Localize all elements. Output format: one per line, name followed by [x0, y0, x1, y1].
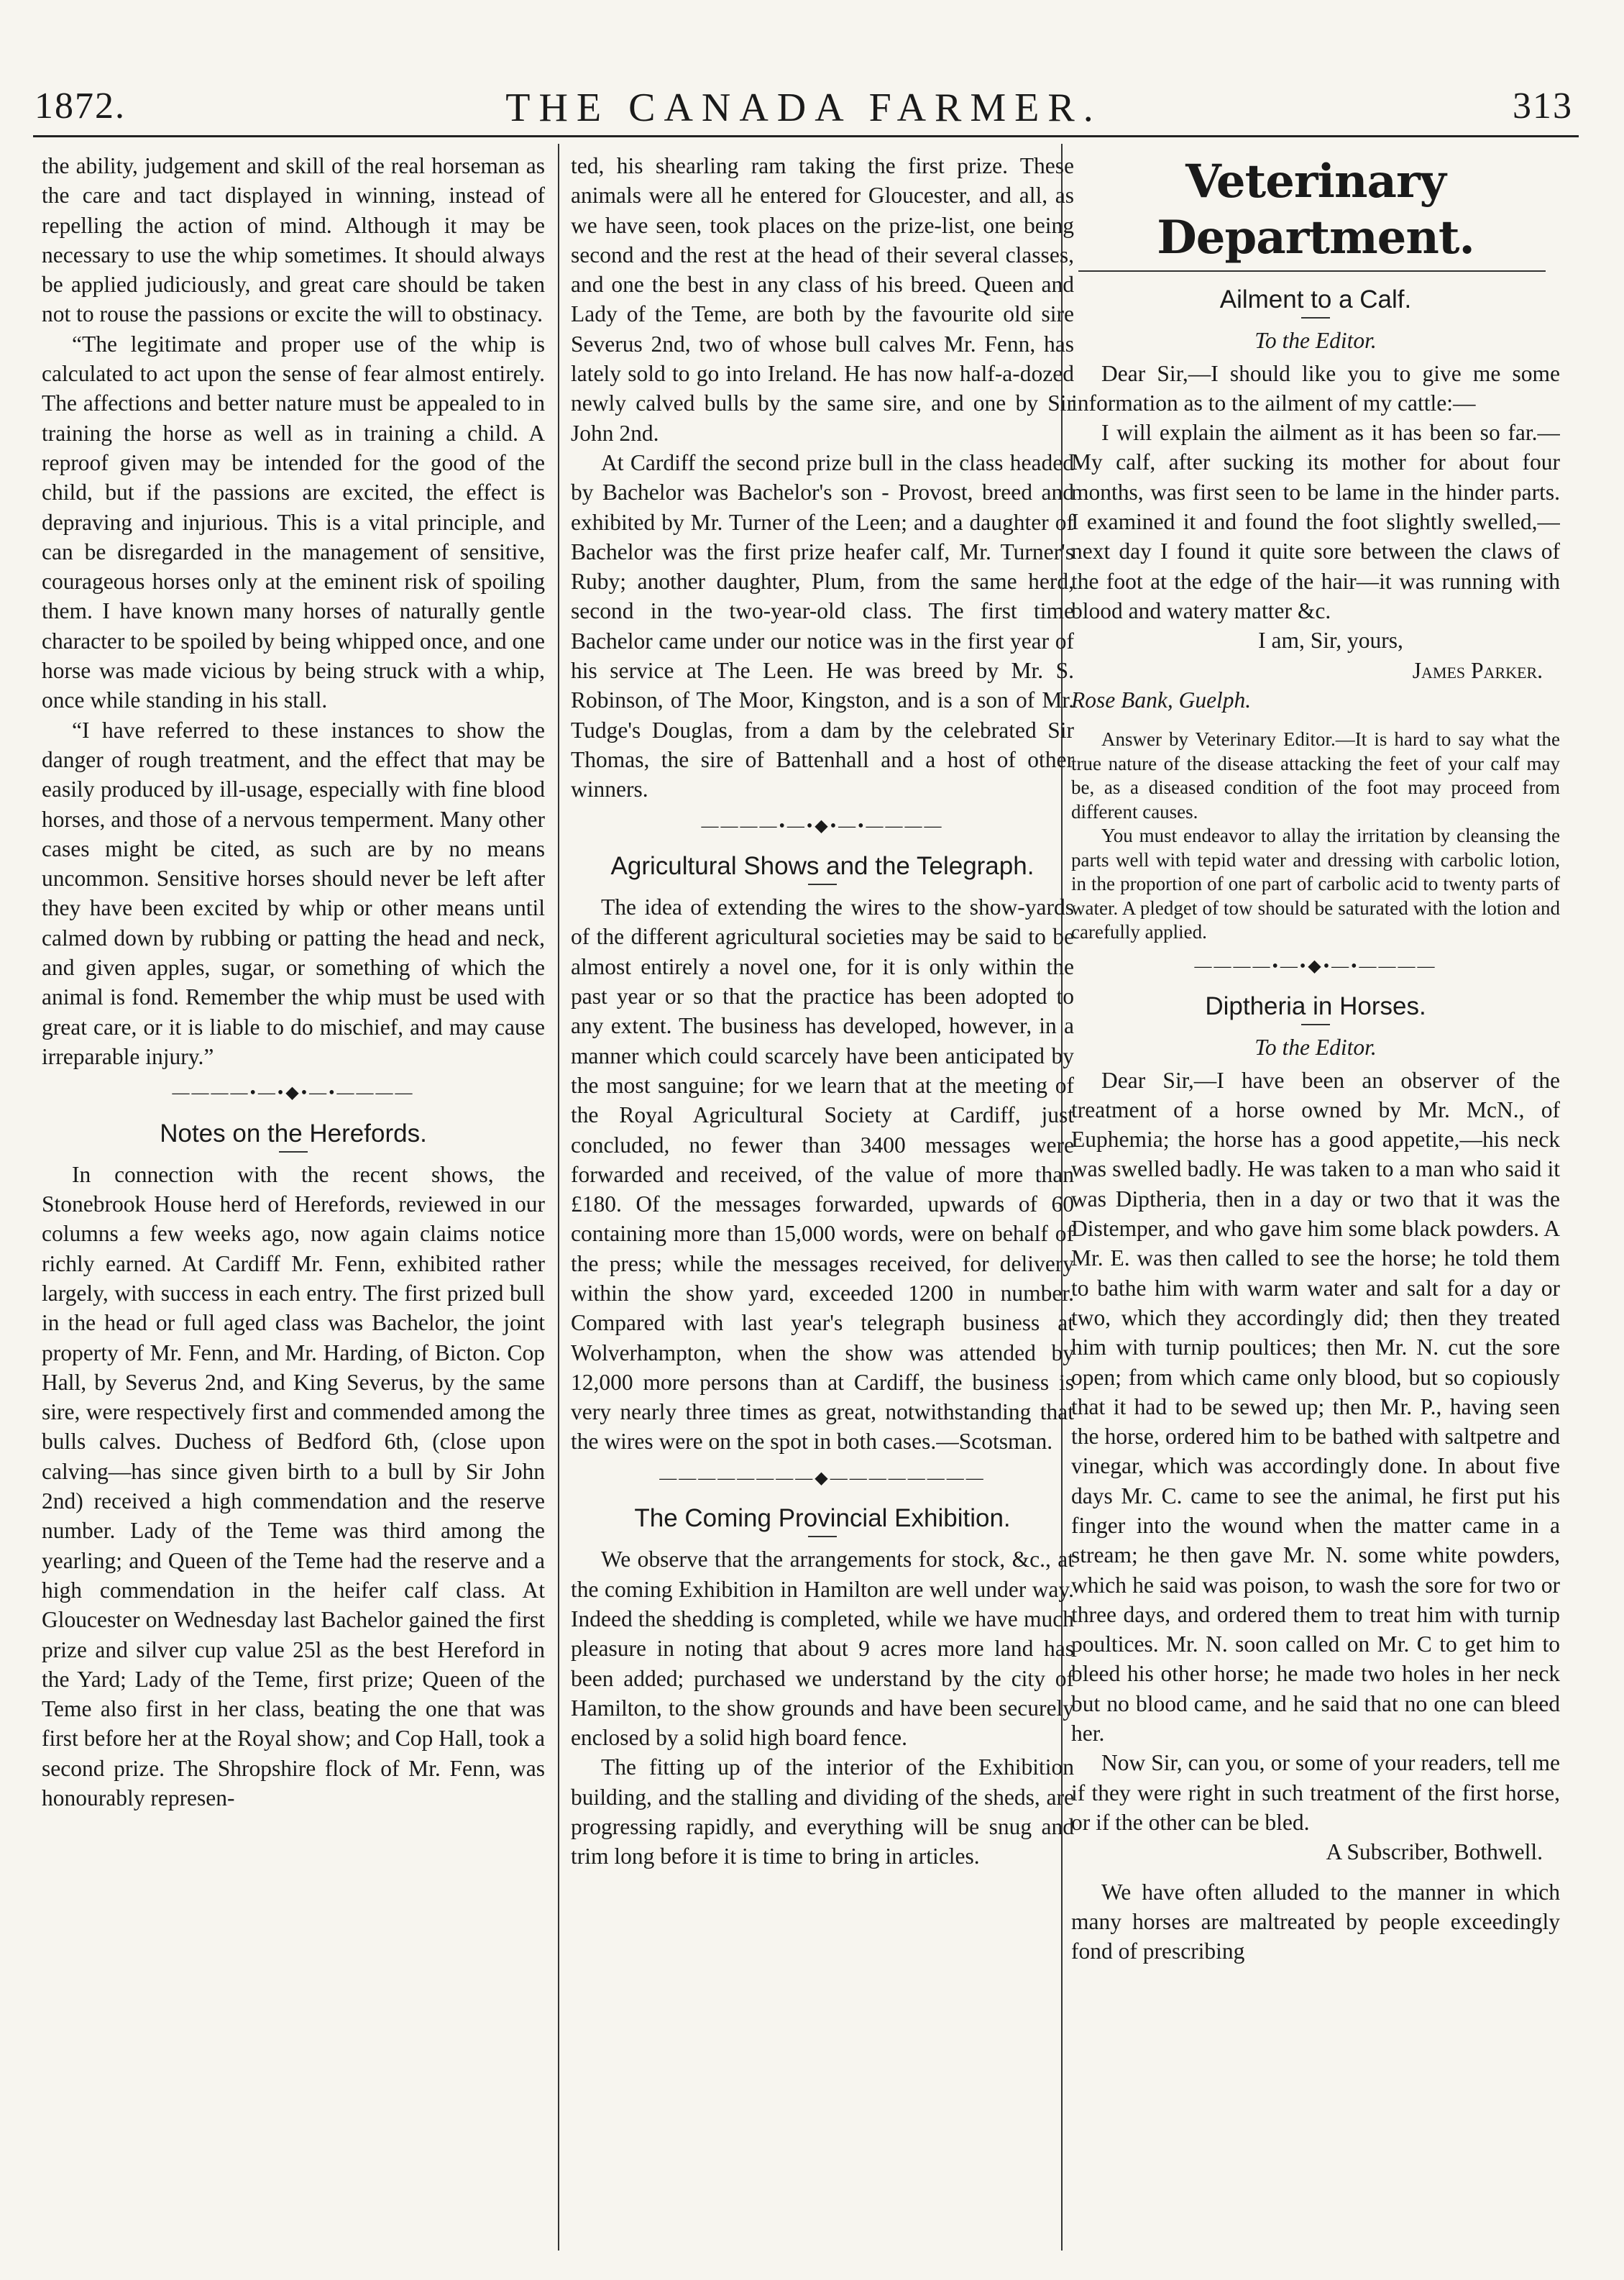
title-dash — [1301, 1024, 1330, 1025]
title-dash — [808, 884, 837, 885]
letter-closing: I am, Sir, yours, — [1258, 628, 1403, 654]
title-dash — [1301, 317, 1330, 319]
newspaper-title: THE CANADA FARMER. — [505, 86, 1102, 130]
answer-paragraph: You must endeavor to allay the irritation by cleansing the parts well with tepid water and dressing with carbolic lotion, in the proportion of one part of carbolic acid to twenty parts of water. A pledget of tow should be saturated with the lotion and carefully applied. — [1071, 825, 1560, 943]
department-heading: Veterinary Department. — [1157, 155, 1474, 265]
section-title-herefords: Notes on the Herefords. — [160, 1119, 427, 1148]
department-rule — [1078, 270, 1546, 272]
article-paragraph: “I have referred to these instances to show the danger of rough treatment, and the effect that may be easily produced by ill-usage, especially with fine blood horses, and those of a nervous temperment. Many other cases might be cited, as such are by no means uncommon. Sensitive horses should never be left after they have been excited by whip or other means until calmed down by rubbing or patting the head and neck, and given apples, sugar, or something of which the animal is fond. Remember the whip must be used with great care, or it is liable to do mischief, and may cause irreparable injury.” — [42, 717, 545, 1069]
section-ornament: ————•—•◆•—•———— — [1194, 956, 1437, 976]
section-ornament: ————•—•◆•—•———— — [701, 816, 944, 835]
letter-signature: A Subscriber, Bothwell. — [1326, 1839, 1543, 1865]
article-paragraph: the ability, judgement and skill of the real horseman as the care and tact displayed in winning, instead of repelling the action of mind. Although it may be necessary to use the whip sometimes. It should always be applied judiciously, and great care should be taken not to rouse the passions or excite the will to obstinacy. — [42, 153, 545, 327]
letter-location: Rose Bank, Guelph. — [1071, 687, 1252, 713]
article-paragraph: In connection with the recent shows, the Stonebrook House herd of Herefords, reviewed in our columns a few weeks ago, now again claims notice richly earned. At Cardiff Mr. Fenn, exhibited rather largely, with success in each entry. The first prized bull in the head or full aged class was Bachelor, the joint property of Mr. Fenn, and Mr. Harding, of Bicton. Cop Hall, by Severus 2nd, and King Severus, by the same sire, were respectively first and commended among the bulls calves. Duchess of Bedford 6th, (close upon calving—has since given birth to a bull by Sir John 2nd) received a high commendation and the reserve number. Lady of the Teme was third among the yearling; and Queen of the Teme had the reserve and a high commendation in the heifer calf class. At Gloucester on Wednesday last Bachelor gained the first prize and silver cup value 25l as the best Hereford in the Yard; Lady of the Teme, first prize; Queen of the Teme also first in her class, beating the one that was first before her at the Royal show; and Cop Hall, took a second prize. The Shropshire flock of Mr. Fenn, was honourably represen- — [42, 1161, 545, 1811]
page-header — [35, 85, 1573, 142]
section-title-exhibition: The Coming Provincial Exhibition. — [634, 1504, 1011, 1533]
column-1 — [42, 151, 545, 2251]
section-title-diptheria: Diptheria in Horses. — [1205, 992, 1426, 1020]
salutation-to-editor: To the Editor. — [1254, 1035, 1377, 1061]
section-ornament: ————•—•◆•—•———— — [172, 1084, 415, 1103]
veterinary-answer — [1071, 728, 1560, 945]
article-paragraph: “The legitimate and proper use of the whip is calculated to act upon the sense of fear almost entirely. The affections and better nature must be appealed to in training the horse as well as in training a child. A reproof given may be intended for the good of the child, but if the passions are excited, the effect is depraving and injurious. This is a vital principle, and can be disregarded in the management of sensitive, courageous horses only at the eminent risk of spoiling them. I have known many horses of naturally gentle character to be spoiled by being whipped once, and one horse was made vicious by being struck with a whip, once while standing in his stall. — [42, 331, 545, 713]
column-3 — [1071, 151, 1560, 2251]
page-number: 313 — [1513, 86, 1573, 127]
article-paragraph: The fitting up of the interior of the Exhibition building, and the stalling and dividing of the sheds, are progressing rapidly, and everything will be snug and trim long before it is time to bring in articles. — [571, 1754, 1074, 1869]
letter-paragraph: Now Sir, can you, or some of your readers, tell me if they were right in such treatment of the first horse, or if the other can be bled. — [1071, 1750, 1560, 1835]
title-dash — [808, 1536, 837, 1537]
letter-signature: James Parker. — [1412, 657, 1543, 683]
article-paragraph: At Cardiff the second prize bull in the class headed by Bachelor was Bachelor's son - Provost, breed and exhibited by Mr. Turner of the Leen; and a daughter of Bachelor was the first prize heafer calf, Mr. Turner's Ruby; another daughter, Plum, from the same herd, second in the two-year-old class. The first time Bachelor came under our notice was in the first year of his service at The Leen. He was breed by Mr. S. Robinson, of The Moor, Kingston, and is a son of Mr. Tudge's Douglas, from a dam by the celebrated Sir Thomas, the sire of Battenhall and a host of other winners. — [571, 449, 1074, 802]
salutation-to-editor: To the Editor. — [1254, 328, 1377, 354]
column-2 — [571, 151, 1074, 2251]
article-paragraph: The idea of extending the wires to the show-yards of the different agricultural societies may be said to be almost entirely a novel one, for it is only within the past year or so that the practice has been adopted to any extent. The business has developed, however, in a manner which could scarcely have been anticipated by the most sanguine; for we learn that at the meeting of the Royal Agricultural Society at Cardiff, just concluded, no fewer than 3400 messages were forwarded and received, of the value of more than £180. Of the messages forwarded, upwards of 60 containing more than 15,000 words, were on behalf of the press; while the messages received, for delivery within the show yard, exceeded 1200 in number. Compared with last year's telegraph business at Wolverhampton, when the show was attended by 12,000 more persons than at Cardiff, the business is very nearly three times as great, notwithstanding that the wires were on the spot in both cases.—Scotsman. — [571, 894, 1074, 1455]
issue-year: 1872. — [35, 86, 126, 127]
letter-paragraph: Dear Sir,—I should like you to give me some information as to the ailment of my cattle:— — [1071, 360, 1560, 416]
title-dash — [279, 1151, 308, 1153]
header-rule — [33, 135, 1579, 137]
section-title-telegraph: Agricultural Shows and the Telegraph. — [610, 851, 1035, 880]
section-ornament: ————————◆———————— — [659, 1468, 986, 1488]
article-paragraph: We observe that the arrangements for stock, &c., at the coming Exhibition in Hamilton are well under way. Indeed the shedding is completed, while we have much pleasure in noting that about 9 acres more land has been added; purchased we understand by the city of Hamilton, to the show grounds and have been securely enclosed by a solid high board fence. — [571, 1547, 1074, 1751]
article-paragraph: We have often alluded to the manner in which many horses are maltreated by people exceedingly fond of prescribing — [1071, 1879, 1560, 1964]
column-divider — [558, 144, 559, 2251]
article-paragraph: ted, his shearling ram taking the first prize. These animals were all he entered for Gloucester, and all, as we have seen, took places on the prize-list, one being second and the rest at the head of their several classes, and one the best in any class of his breed. Queen and Lady of the Teme, are both by the favourite old sire Severus 2nd, two of whose bull calves Mr. Fenn, has lately sold to go into Ireland. He has now half-a-dozed newly calved bulls by the same sire, and one by Sir John 2nd. — [571, 153, 1074, 446]
answer-paragraph: Answer by Veterinary Editor.—It is hard to say what the true nature of the disease attacking the feet of your calf may be, as a diseased condition of the foot may proceed from different causes. — [1071, 728, 1560, 823]
section-title-calf: Ailment to a Calf. — [1219, 285, 1412, 313]
letter-paragraph: I will explain the ailment as it has been so far.—My calf, after sucking its mother for about four months, was first seen to be lame in the hinder parts. I examined it and found the foot slightly swelled,—next day I found it quite sore between the claws of the foot at the edge of the hair—it was running with blood and watery matter &c. — [1071, 420, 1560, 623]
letter-paragraph: Dear Sir,—I have been an observer of the treatment of a horse owned by Mr. McN., of Euphemia; the horse has a good appetite,—his neck was swelled badly. He was taken to a man who said it was Diptheria, then in a day or two that it was the Distemper, and who gave him some black powders. A Mr. E. was then called to see the horse; he told them to bathe him with warm water and salt for a day or two, which they accordingly did; then they treated him with turnip poultices; then Mr. N. cut the sore open; from which came only blood, but so copiously that it had to be sewed up; then Mr. P., having seen the horse, ordered him to be bathed with saltpetre and vinegar, which was accordingly done. In about five days Mr. C. came to see the animal, he first put his finger into the wound when the matter came in a stream; he then gave Mr. N. some white powders, which he said was poison, to wash the sore for two or three days, and ordered them to treat him with turnip poultices. Mr. N. soon called on Mr. C to get him to bleed his other horse; he made two holes in her neck but no blood came, and he said that no one can bleed her. — [1071, 1067, 1560, 1746]
